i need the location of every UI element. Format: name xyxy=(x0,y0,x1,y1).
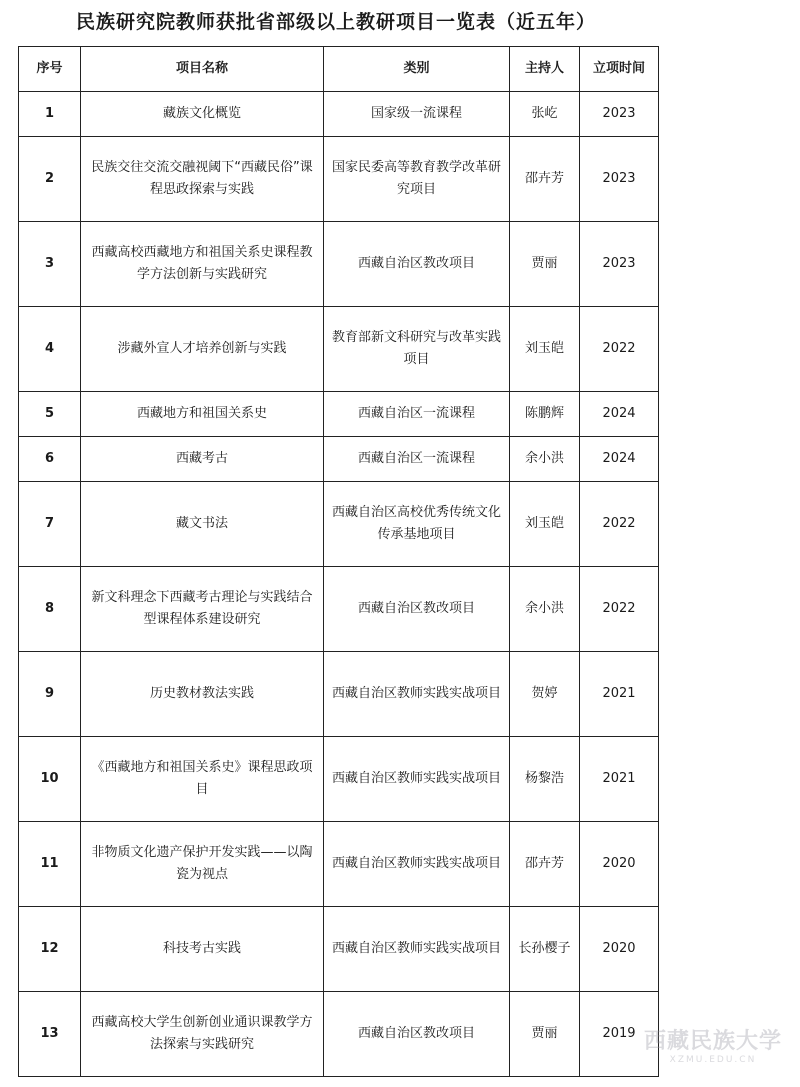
table-row xyxy=(19,307,659,392)
cell-category: 国家民委高等教育教学改革研究项目 xyxy=(324,137,510,222)
cell-year: 2023 xyxy=(580,92,659,137)
header-seq: 序号 xyxy=(19,47,81,92)
cell-seq: 3 xyxy=(19,222,81,307)
cell-year: 2022 xyxy=(580,567,659,652)
cell-category: 西藏自治区教师实践实战项目 xyxy=(324,907,510,992)
cell-year: 2020 xyxy=(580,907,659,992)
cell-name: 西藏高校大学生创新创业通识课教学方法探索与实践研究 xyxy=(81,992,324,1077)
cell-name: 历史教材教法实践 xyxy=(81,652,324,737)
cell-seq: 12 xyxy=(19,907,81,992)
cell-year: 2022 xyxy=(580,307,659,392)
cell-name: 科技考古实践 xyxy=(81,907,324,992)
cell-year: 2021 xyxy=(580,737,659,822)
cell-host: 贾丽 xyxy=(510,992,580,1077)
cell-host: 张屹 xyxy=(510,92,580,137)
cell-seq: 4 xyxy=(19,307,81,392)
cell-seq: 9 xyxy=(19,652,81,737)
cell-name: 藏文书法 xyxy=(81,482,324,567)
table-row xyxy=(19,392,659,437)
table-row xyxy=(19,92,659,137)
table-row xyxy=(19,567,659,652)
table-header-row xyxy=(19,47,659,92)
cell-host: 陈鹏辉 xyxy=(510,392,580,437)
cell-host: 贺婷 xyxy=(510,652,580,737)
cell-category: 西藏自治区高校优秀传统文化传承基地项目 xyxy=(324,482,510,567)
cell-host: 杨黎浩 xyxy=(510,737,580,822)
cell-name: 民族交往交流交融视阈下“西藏民俗”课程思政探索与实践 xyxy=(81,137,324,222)
cell-category: 西藏自治区教师实践实战项目 xyxy=(324,652,510,737)
table-row xyxy=(19,482,659,567)
header-category: 类别 xyxy=(324,47,510,92)
cell-year: 2022 xyxy=(580,482,659,567)
table-row xyxy=(19,737,659,822)
table-row xyxy=(19,137,659,222)
cell-seq: 5 xyxy=(19,392,81,437)
cell-seq: 10 xyxy=(19,737,81,822)
cell-name: 西藏地方和祖国关系史 xyxy=(81,392,324,437)
table-row xyxy=(19,992,659,1077)
cell-category: 西藏自治区教改项目 xyxy=(324,222,510,307)
table-row xyxy=(19,822,659,907)
cell-year: 2023 xyxy=(580,137,659,222)
cell-category: 西藏自治区教师实践实战项目 xyxy=(324,822,510,907)
header-host: 主持人 xyxy=(510,47,580,92)
cell-year: 2023 xyxy=(580,222,659,307)
cell-category: 西藏自治区一流课程 xyxy=(324,437,510,482)
cell-category: 西藏自治区教改项目 xyxy=(324,567,510,652)
cell-seq: 7 xyxy=(19,482,81,567)
cell-category: 国家级一流课程 xyxy=(324,92,510,137)
cell-category: 教育部新文科研究与改革实践项目 xyxy=(324,307,510,392)
cell-year: 2024 xyxy=(580,392,659,437)
cell-host: 贾丽 xyxy=(510,222,580,307)
projects-table xyxy=(18,46,659,1077)
cell-year: 2021 xyxy=(580,652,659,737)
cell-category: 西藏自治区教师实践实战项目 xyxy=(324,737,510,822)
table-row xyxy=(19,652,659,737)
cell-name: 涉藏外宣人才培养创新与实践 xyxy=(81,307,324,392)
table-row xyxy=(19,907,659,992)
table-row xyxy=(19,437,659,482)
cell-year: 2020 xyxy=(580,822,659,907)
cell-host: 刘玉皑 xyxy=(510,482,580,567)
cell-name: 非物质文化遗产保护开发实践——以陶瓷为视点 xyxy=(81,822,324,907)
cell-year: 2024 xyxy=(580,437,659,482)
cell-host: 长孙樱子 xyxy=(510,907,580,992)
cell-name: 藏族文化概览 xyxy=(81,92,324,137)
cell-seq: 2 xyxy=(19,137,81,222)
cell-name: 西藏考古 xyxy=(81,437,324,482)
cell-seq: 8 xyxy=(19,567,81,652)
cell-category: 西藏自治区教改项目 xyxy=(324,992,510,1077)
cell-host: 余小洪 xyxy=(510,437,580,482)
watermark-logo xyxy=(644,1024,782,1065)
cell-seq: 11 xyxy=(19,822,81,907)
cell-host: 刘玉皑 xyxy=(510,307,580,392)
watermark-sub: XZMU.EDU.CN xyxy=(669,1055,757,1065)
cell-host: 余小洪 xyxy=(510,567,580,652)
cell-year: 2019 xyxy=(580,992,659,1077)
cell-seq: 1 xyxy=(19,92,81,137)
cell-name: 新文科理念下西藏考古理论与实践结合型课程体系建设研究 xyxy=(81,567,324,652)
header-name: 项目名称 xyxy=(81,47,324,92)
cell-host: 邵卉芳 xyxy=(510,822,580,907)
cell-seq: 13 xyxy=(19,992,81,1077)
cell-seq: 6 xyxy=(19,437,81,482)
cell-name: 西藏高校西藏地方和祖国关系史课程教学方法创新与实践研究 xyxy=(81,222,324,307)
header-year: 立项时间 xyxy=(580,47,659,92)
cell-category: 西藏自治区一流课程 xyxy=(324,392,510,437)
table-row xyxy=(19,222,659,307)
cell-name: 《西藏地方和祖国关系史》课程思政项目 xyxy=(81,737,324,822)
cell-host: 邵卉芳 xyxy=(510,137,580,222)
page-title: 民族研究院教师获批省部级以上教研项目一览表（近五年） xyxy=(75,11,596,33)
watermark-text: 西藏民族大学 xyxy=(643,1029,782,1054)
